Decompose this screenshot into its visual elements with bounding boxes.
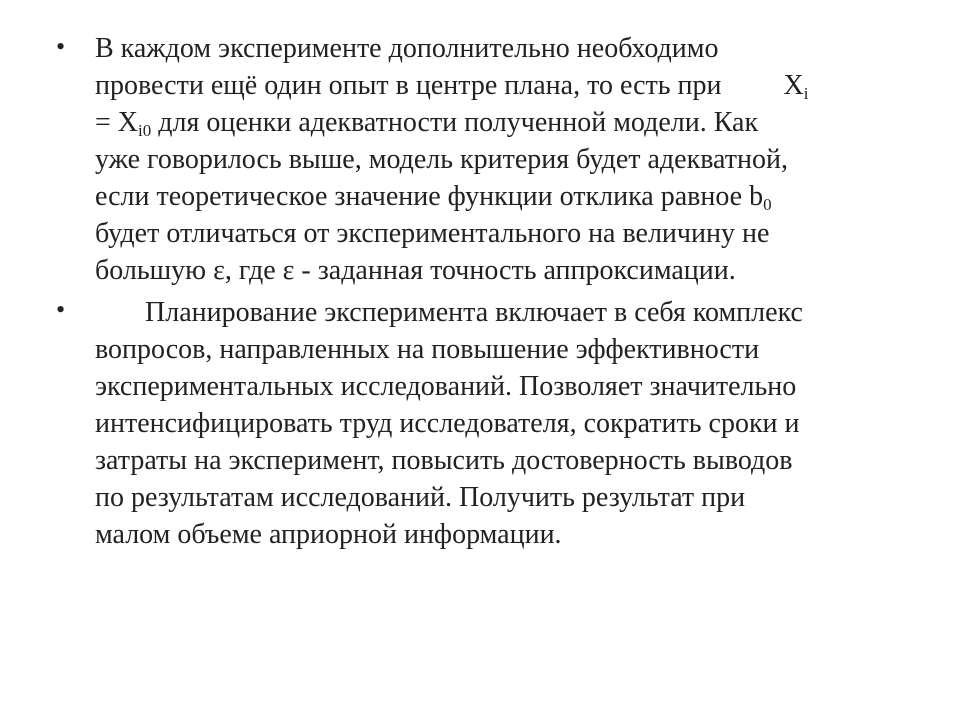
paragraph-2-line-6: по результатам исследований. Получить результат при [95, 482, 746, 513]
paragraph-1-line-4: уже говорилось выше, модель критерия будет адекватной, [95, 144, 788, 175]
paragraph-2-line-5: затраты на эксперимент, повысить достоверность выводов [95, 445, 793, 476]
paragraph-2-line-3: экспериментальных исследований. Позволяет значительно [95, 371, 797, 402]
paragraph-1-line-3 [95, 104, 905, 141]
paragraph-2-line-2: вопросов, направленных на повышение эффективности [95, 334, 760, 365]
line-1-text: Планирование эксперимента включает в себя комплекс [145, 297, 803, 328]
paragraph-1-line-7: большую ε, где ε - заданная точность аппроксимации. [95, 255, 736, 286]
variable-x: X [783, 70, 804, 101]
paragraph-1-line-2 [95, 67, 905, 104]
subscript-0: 0 [763, 195, 772, 214]
line-3-text: для оценки адекватности полученной модели. Как [151, 107, 759, 138]
paragraph-1-line-5 [95, 178, 905, 215]
line-2-text: провести ещё один опыт в центре плана, то есть при [95, 70, 722, 101]
subscript-i: i [803, 84, 809, 103]
bullet-paragraph-1 [95, 30, 905, 289]
paragraph-1-line-6: будет отличаться от экспериментального на величину не [95, 218, 770, 249]
paragraph-2-line-1 [95, 294, 905, 331]
paragraph-1-line-1: В каждом эксперименте дополнительно необходимо [95, 33, 719, 64]
paragraph-2-line-4: интенсифицировать труд исследователя, сократить сроки и [95, 408, 800, 439]
bullet-marker-2: • [56, 295, 66, 324]
equals-x: = X [95, 107, 139, 138]
subscript-i0: i0 [138, 121, 152, 140]
bullet-paragraph-2 [95, 294, 905, 553]
bullet-marker-1: • [56, 32, 66, 61]
paragraph-2-line-7: малом объеме априорной информации. [95, 519, 562, 550]
line-5-text: если теоретическое значение функции отклика равное b [95, 181, 764, 212]
